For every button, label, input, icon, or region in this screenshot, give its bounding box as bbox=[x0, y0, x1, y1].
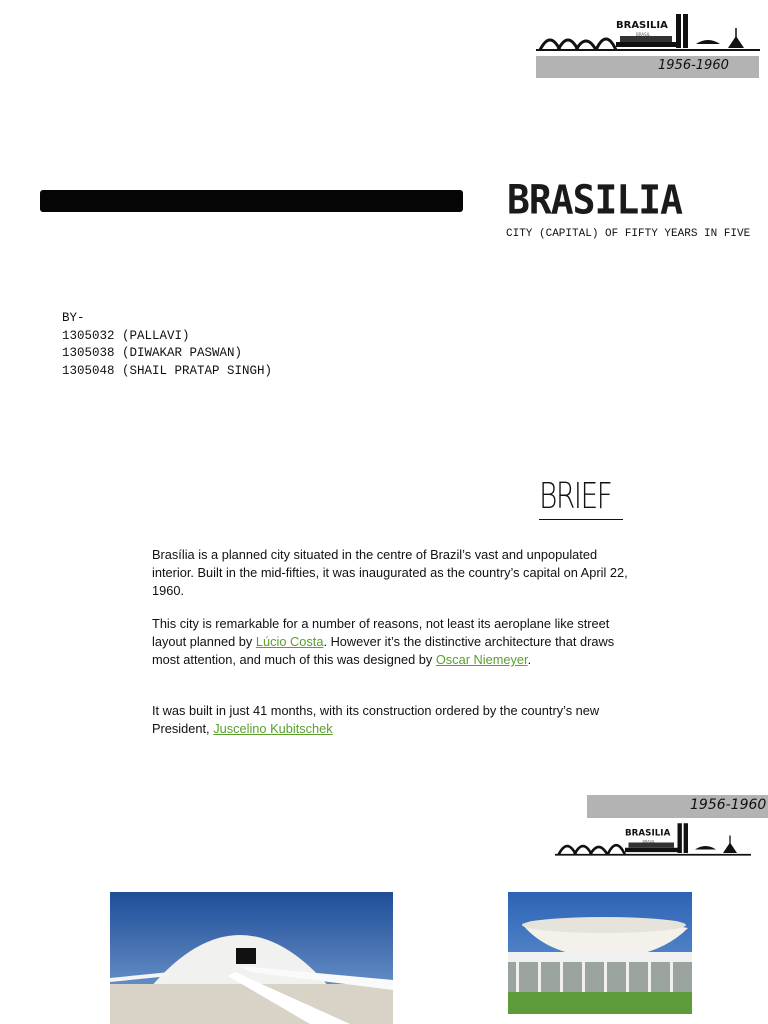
author-line: 1305038 (DIWAKAR PASWAN) bbox=[62, 346, 243, 360]
authors-block bbox=[62, 310, 272, 380]
author-line: 1305048 (SHAIL PRATAP SINGH) bbox=[62, 363, 273, 378]
paragraph-1 bbox=[152, 546, 632, 600]
brief-heading: BRIEF bbox=[539, 476, 612, 517]
author-line: 1305032 (PALLAVI) bbox=[62, 328, 190, 343]
footer-years-bar bbox=[587, 795, 768, 818]
brief-underline bbox=[539, 519, 623, 520]
saucer-photo bbox=[508, 892, 692, 1014]
header-skyline-logo bbox=[536, 8, 760, 56]
skyline-logo-icon bbox=[544, 818, 762, 860]
page-title: BRASILIA bbox=[507, 176, 683, 224]
dome-photo bbox=[110, 892, 393, 1024]
skyline-logo-icon bbox=[536, 8, 760, 56]
logo-sublabel: BRASIL bbox=[636, 32, 651, 37]
header-years: 1956-1960 bbox=[658, 58, 729, 73]
page-subtitle: CITY (CAPITAL) OF FIFTY YEARS IN FIVE bbox=[506, 228, 751, 240]
paragraph-3-text: It was built in just 41 months, with its construction ordered by the country’s new President, bbox=[152, 703, 600, 736]
logo-sublabel: BRASIL bbox=[642, 839, 655, 844]
oscar-niemeyer-link[interactable]: Oscar Niemeyer bbox=[435, 652, 528, 667]
logo-label: BRASILIA bbox=[625, 828, 671, 839]
footer-skyline-logo bbox=[544, 818, 762, 860]
paragraph-2-text-end: . bbox=[527, 652, 532, 667]
paragraph-2 bbox=[152, 615, 632, 669]
lucio-costa-link[interactable]: Lúcio Costa bbox=[255, 634, 324, 649]
authors-heading: BY- bbox=[62, 311, 85, 325]
logo-label: BRASILIA bbox=[616, 20, 668, 31]
paragraph-2-text-start: This city is remarkable for a number of reasons, not least its aeroplane like street layout planned by bbox=[152, 616, 610, 649]
juscelino-kubitschek-link[interactable]: Juscelino Kubitschek bbox=[213, 721, 333, 736]
header-years-bar bbox=[536, 56, 759, 78]
paragraph-2-text-middle: . However it’s the distinctive architecture that draws most attention, and much of this was designed by bbox=[152, 634, 615, 667]
footer-years: 1956-1960 bbox=[690, 797, 767, 813]
paragraph-3 bbox=[152, 702, 632, 738]
paragraph-1-text: Brasília is a planned city situated in the centre of Brazil’s vast and unpopulated interior. Built in the mid-fifties, it was inaugurated as the country’s capital on April 22, 1960. bbox=[152, 547, 628, 598]
decorative-black-bar bbox=[40, 190, 463, 212]
